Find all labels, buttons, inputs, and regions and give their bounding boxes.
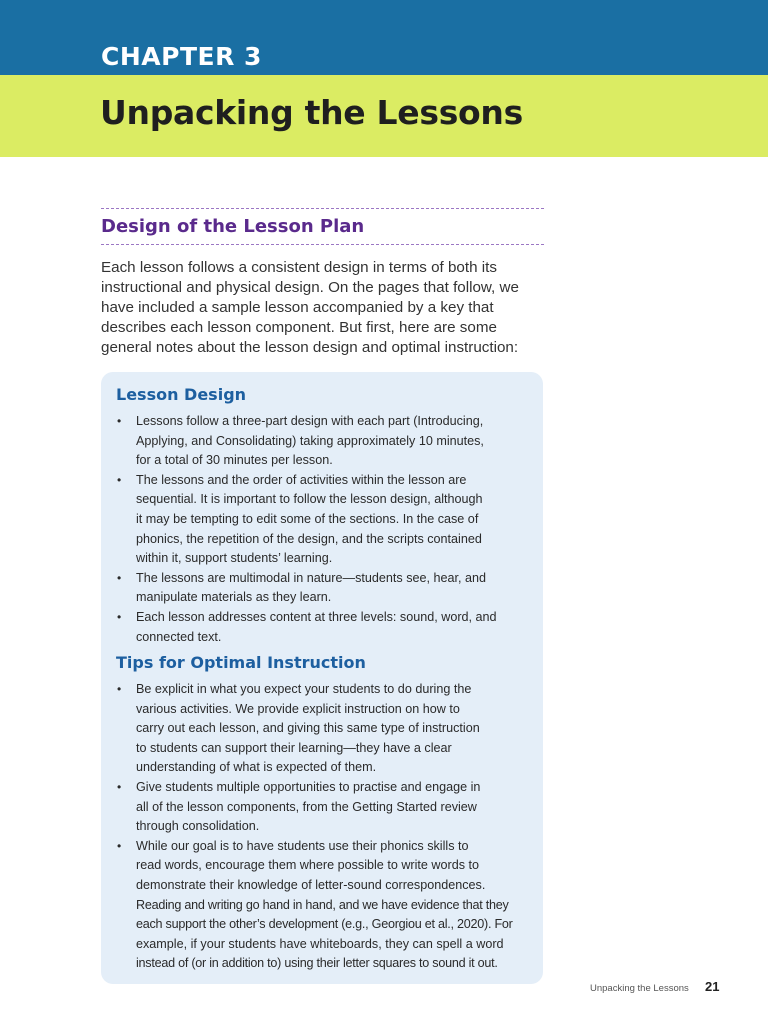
bullet-icon: • <box>117 609 122 624</box>
tips-list <box>116 680 536 974</box>
intro-line: have included a sample lesson accompanied by a key that <box>101 299 494 316</box>
list-item-line: The lessons and the order of activities within the lesson are <box>136 472 467 487</box>
section-heading: Design of the Lesson Plan <box>101 216 365 237</box>
list-item-line: understanding of what is expected of them. <box>136 760 377 775</box>
list-item-line: read words, encourage them where possible to write words to <box>136 858 480 873</box>
list-item-line: it may be tempting to edit some of the sections. In the case of <box>136 511 479 526</box>
list-item-line: Lessons follow a three-part design with each part (Introducing, <box>136 414 484 428</box>
list-item-line: through consolidation. <box>136 819 260 834</box>
list-item-line: each support the other’s development (e.g., Georgiou et al., 2020). For <box>136 917 513 932</box>
list-item-line: The lessons are multimodal in nature—students see, hear, and <box>136 570 487 585</box>
list-item-line: Reading and writing go hand in hand, and we have evidence that they <box>136 897 509 912</box>
list-item-line: Give students multiple opportunities to practise and engage in <box>136 779 481 794</box>
list-item-line: Each lesson addresses content at three levels: sound, word, and <box>136 609 497 624</box>
list-item-line: carry out each lesson, and giving this same type of instruction <box>136 721 480 736</box>
intro-line: instructional and physical design. On the pages that follow, we <box>101 279 519 296</box>
bullet-icon: • <box>117 570 122 585</box>
list-item <box>116 471 536 569</box>
list-item-line: within it, support students’ learning. <box>136 551 333 566</box>
bullet-icon: • <box>117 472 122 487</box>
list-item-line: manipulate materials as they learn. <box>136 590 332 605</box>
bullet-icon: • <box>117 414 122 428</box>
list-item <box>116 680 536 778</box>
bullet-icon: • <box>117 838 122 853</box>
list-item-line: various activities. We provide explicit instruction on how to <box>136 701 460 716</box>
intro-line: Each lesson follows a consistent design in terms of both its <box>101 259 497 276</box>
list-item <box>116 412 536 471</box>
list-item-line: for a total of 30 minutes per lesson. <box>136 453 333 468</box>
running-footer-title: Unpacking the Lessons <box>590 983 689 994</box>
list-item-line: sequential. It is important to follow the lesson design, although <box>136 492 483 507</box>
list-item <box>116 837 536 974</box>
list-item-line: to students can support their learning—they have a clear <box>136 740 452 755</box>
list-item <box>116 608 536 647</box>
list-item-line: Be explicit in what you expect your students to do during the <box>136 682 472 696</box>
chapter-title: Unpacking the Lessons <box>100 93 523 132</box>
list-item-line: connected text. <box>136 629 222 644</box>
chapter-label: CHAPTER 3 <box>101 42 262 71</box>
bullet-icon: • <box>117 682 122 696</box>
page-number: 21 <box>705 979 720 994</box>
list-item-line: all of the lesson components, from the Getting Started review <box>136 799 477 814</box>
intro-line: general notes about the lesson design and optimal instruction: <box>101 339 519 356</box>
list-item-line: example, if your students have whiteboards, they can spell a word <box>136 936 504 951</box>
bullet-icon: • <box>117 779 122 794</box>
list-item-line: demonstrate their knowledge of letter-sound correspondences. <box>136 877 486 892</box>
lesson-design-heading: Lesson Design <box>116 385 247 404</box>
list-item <box>116 778 536 837</box>
lesson-design-list <box>116 412 536 647</box>
section-top-rule <box>101 208 544 209</box>
list-item <box>116 569 536 608</box>
tips-heading: Tips for Optimal Instruction <box>116 653 366 672</box>
intro-paragraph <box>101 258 546 358</box>
section-bottom-rule <box>101 244 544 245</box>
list-item-line: While our goal is to have students use their phonics skills to <box>136 838 469 853</box>
intro-line: describes each lesson component. But first, here are some <box>101 319 497 336</box>
list-item-line: phonics, the repetition of the design, and the scripts contained <box>136 531 482 546</box>
list-item-line: instead of (or in addition to) using their letter squares to sound it out. <box>136 956 498 971</box>
list-item-line: Applying, and Consolidating) taking approximately 10 minutes, <box>136 433 484 448</box>
